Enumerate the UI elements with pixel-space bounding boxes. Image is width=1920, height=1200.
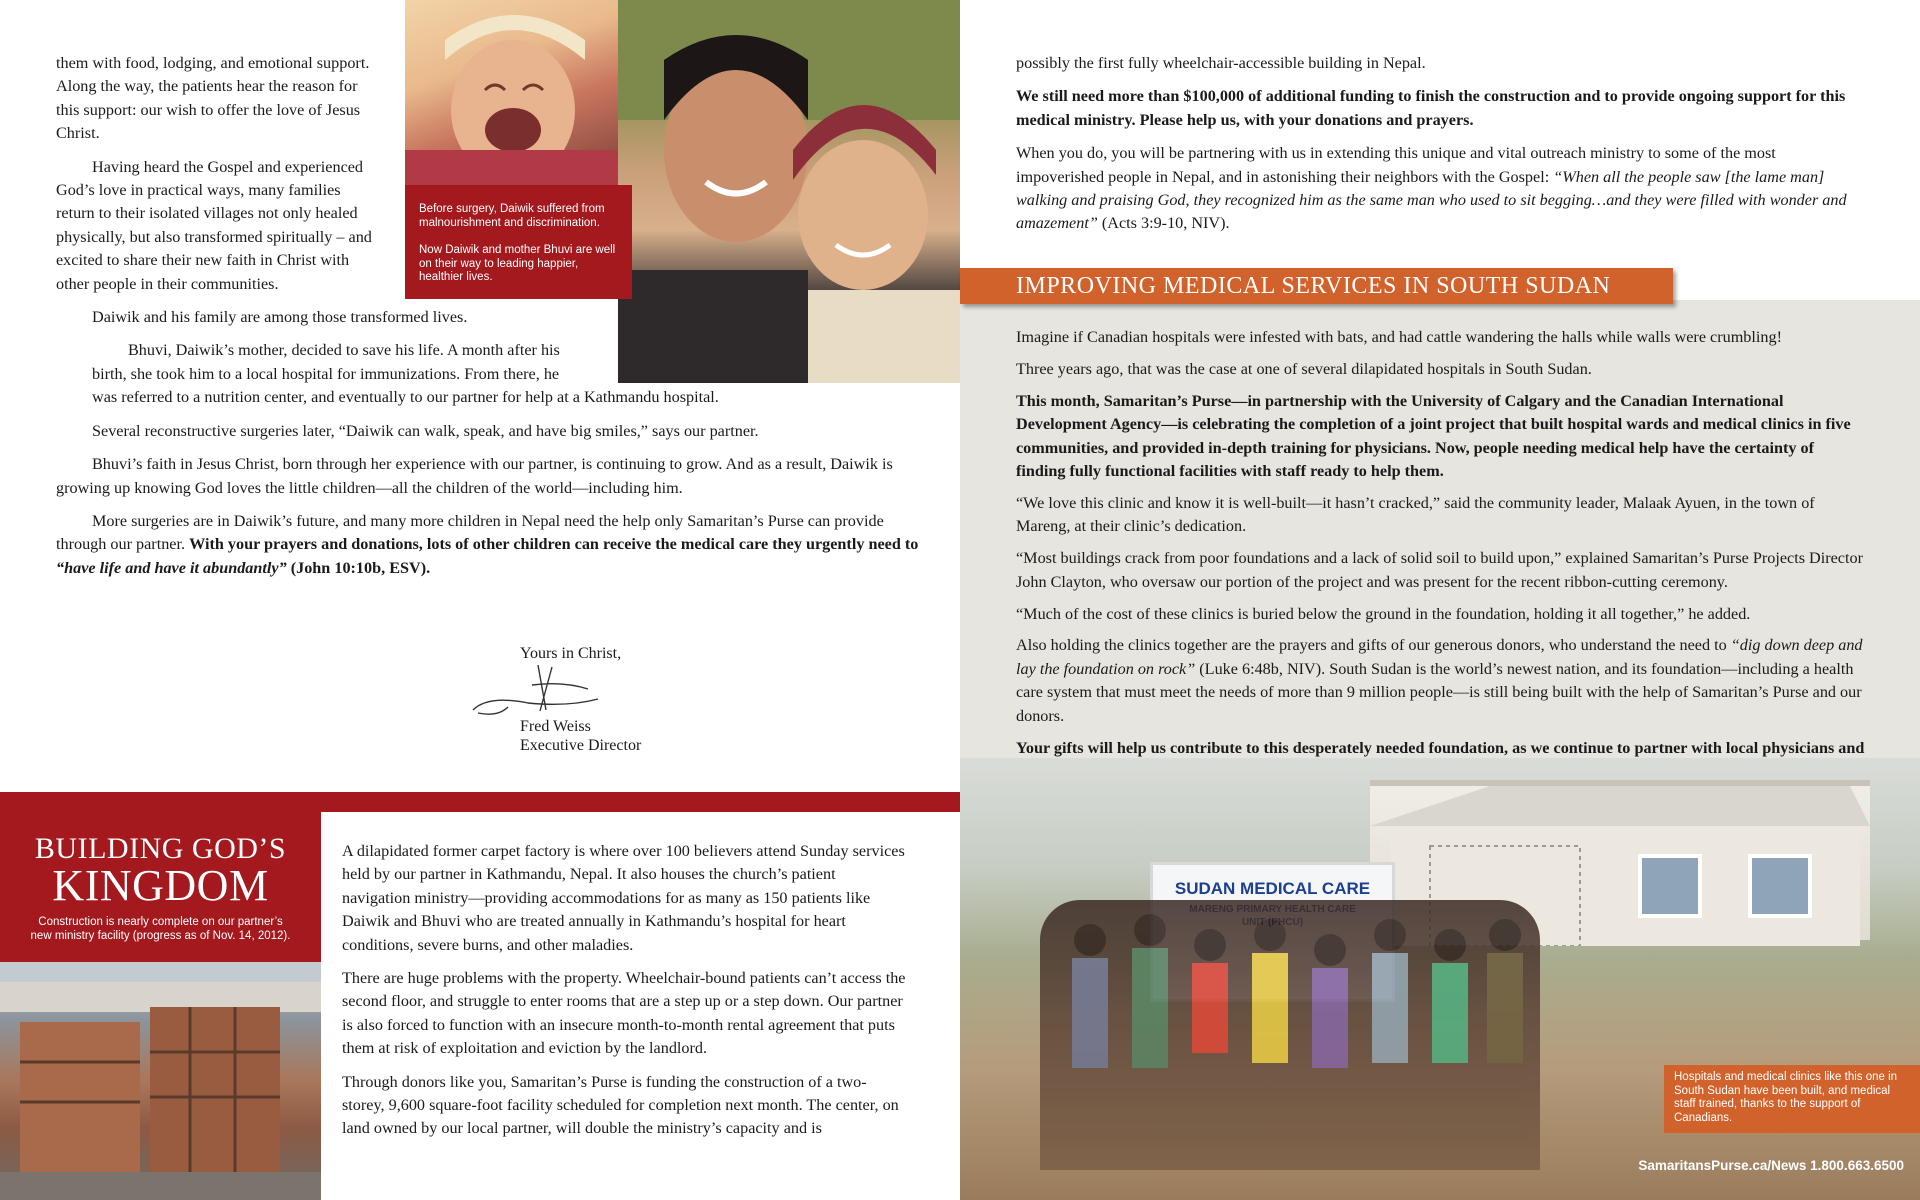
caption-before: Before surgery, Daiwik suffered from malnourishment and discrimination.	[419, 203, 605, 229]
sudan-paragraph: “Much of the cost of these clinics is buried below the ground in the foundation, holding it all together,” he added.	[1016, 604, 1751, 623]
footer-contact: SamaritansPurse.ca/News 1.800.663.6500	[1638, 1158, 1904, 1173]
kingdom-section-header	[0, 812, 321, 962]
right-paragraph: possibly the first fully wheelchair-accessible building in Nepal.	[1016, 54, 1426, 72]
sudan-section-banner: IMPROVING MEDICAL SERVICES IN SOUTH SUDAN	[960, 268, 1673, 304]
mother-child-illustration	[618, 0, 960, 383]
sudan-text: Also holding the clinics together are the prayers and gifts of our generous donors, who understand the need to	[1016, 636, 1731, 655]
kingdom-paragraph: There are huge problems with the property. Wheelchair-bound patients can’t access the second floor, and struggle to enter rooms that are a step up or a step down. Our partner is also forced to function with an insecure month-to-month rental agreement that puts them at risk of exploitation and eviction by the landlord.	[342, 969, 906, 1058]
kingdom-paragraph: Through donors like you, Samaritan’s Purse is funding the construction of a two-storey, 9,600 square-foot facility scheduled for completion next month. The center, on land owned by our local partner, will double the ministry’s capacity and is	[342, 1072, 899, 1138]
scripture-quote: “dig down deep and lay the foundation on rock”	[1016, 636, 1863, 678]
photo-caption-orange: Hospitals and medical clinics like this one in South Sudan have been built, and medical staff trained, thanks to the support of Canadians.	[1664, 1065, 1920, 1133]
letter-text: was referred to a nutrition center, and eventually to our partner for help at a Kathmandu hospital.	[92, 388, 719, 407]
sudan-text: (Luke 6:48b, NIV). South Sudan is the world’s newest nation, and its foundation—including a health care system that must meet the needs of more than 9 million people—is still being built with the help of Samaritan’s Purse and our donors.	[1016, 659, 1862, 725]
sudan-paragraph: “We love this clinic and know it is well-built—it hasn’t cracked,” said the community leader, Malaak Ayuen, in the town of Mareng, at their clinic’s dedication.	[1016, 493, 1815, 536]
letter-text: More surgeries are in Daiwik’s future, and many more children in Nepal need the help only Samaritan’s Purse can provide through our partner.	[56, 511, 884, 554]
construction-illustration	[0, 962, 321, 1200]
sign-title: SUDAN MEDICAL CARE	[1174, 879, 1371, 898]
funding-appeal-text: We still need more than $100,000 of additional funding to finish the construction and to provide ongoing support for this medical ministry. Please help us, with your donations and prayers.	[1016, 87, 1846, 129]
letter-paragraph: them with food, lodging, and emotional support. Along the way, the patients hear the reason for this support: our wish to offer the love of Jesus Christ.	[56, 54, 370, 143]
children-illustration	[1040, 900, 1540, 1170]
scripture-quote: “have life and have it abundantly”	[56, 558, 287, 577]
right-text: When you do, you will be partnering with us in extending this unique and vital outreach ministry to some of the most impoverished people in Nepal, and in astonishing their neighbors with the Gospel:	[1016, 144, 1776, 186]
kingdom-title-line2: KINGDOM	[52, 861, 269, 910]
signer-name: Fred Weiss	[520, 718, 591, 735]
sudan-paragraph: Three years ago, that was the case at one of several dilapidated hospitals in South Sudan.	[1016, 359, 1592, 378]
scripture-quote: “When all the people saw [the lame man] walking and praising God, they recognized him as the same man who used to sit begging…and they were filled with wonder and amazement”	[1016, 167, 1847, 233]
letter-text: Bhuvi, Daiwik’s mother, decided to save his life. A month after his birth, she took him to a local hospital for immunizations. From there, he	[92, 341, 560, 383]
group-of-children	[1040, 900, 1540, 1170]
kingdom-title-line1: BUILDING GOD’S	[34, 832, 287, 865]
kingdom-photo-caption: Construction is nearly complete on our partner’s new ministry facility (progress as of Nov. 14, 2012).	[30, 916, 291, 942]
sudan-body	[1016, 326, 1866, 792]
signer-title: Executive Director	[520, 737, 642, 754]
sudan-paragraph	[1016, 390, 1866, 484]
nepal-continuation	[1016, 52, 1856, 246]
letter-bold-text: With your prayers and donations, lots of other children can receive the medical care they urgently need to	[189, 535, 919, 554]
letter-paragraph: Bhuvi’s faith in Jesus Christ, born through her experience with our partner, is continuing to grow. And as a result, Daiwik is growing up knowing God loves the little children—all the children of the world—including him.	[56, 455, 893, 497]
kingdom-body	[342, 840, 907, 1151]
right-paragraph	[1016, 142, 1856, 236]
photo-baby-before-surgery	[405, 0, 618, 185]
baby-face-illustration	[405, 0, 618, 185]
sudan-bold-text: This month, Samaritan’s Purse—in partnership with the University of Calgary and the Canadian International Development Agency—is celebrating the completion of a joint project that built hospital wards and medical clinics in five communities, and provided in-depth training for physicians. Now, people needing medical help have the certainty of finding fully functional facilities with staff ready to help them.	[1016, 391, 1851, 481]
photo-caption-red	[405, 185, 632, 299]
photo-construction-site	[0, 962, 321, 1200]
caption-after: Now Daiwik and mother Bhuvi are well on their way to leading happier, healthier lives.	[419, 244, 616, 283]
scripture-ref: (John 10:10b, ESV).	[286, 558, 431, 577]
signature-block	[520, 644, 780, 755]
scripture-ref: (Acts 3:9-10, NIV).	[1097, 214, 1230, 233]
kingdom-paragraph: A dilapidated former carpet factory is where over 100 believers attend Sunday services held by our partner in Kathmandu, Nepal. It also houses the church’s patient navigation ministry—providing accommodations for as many as 150 patients like Daiwik and Bhuvi who are treated annually in Kathmandu’s hospital for heart conditions, severe burns, and other maladies.	[342, 842, 905, 954]
funding-appeal	[1016, 85, 1856, 132]
sudan-paragraph	[1016, 634, 1866, 728]
letter-paragraph: Daiwik and his family are among those transformed lives.	[92, 308, 468, 327]
letter-paragraph: Having heard the Gospel and experienced God’s love in practical ways, many families return to their isolated villages not only healed physically, but also transformed spiritually – and excited to share their new faith in Christ with other people in their communities.	[56, 157, 372, 293]
letter-paragraph	[56, 510, 936, 580]
section-divider-bar	[0, 792, 960, 812]
sudan-paragraph: “Most buildings crack from poor foundations and a lack of solid soil to build upon,” explained Samaritan’s Purse Projects Director John Clayton, who oversaw our portion of the project and was present for the recent ribbon-cutting ceremony.	[1016, 549, 1863, 591]
letter-paragraph: Several reconstructive surgeries later, “Daiwik can walk, speak, and have big smiles,” says our partner.	[92, 421, 759, 440]
sudan-paragraph: Imagine if Canadian hospitals were infested with bats, and had cattle wandering the halls while walls were crumbling!	[1016, 328, 1782, 346]
sudan-bold-text: Your gifts will help us contribute to this desperately needed foundation, as we continue to partner with local physicians and	[1016, 738, 1865, 757]
photo-mother-and-child	[618, 0, 960, 383]
closing-text: Yours in Christ,	[520, 645, 622, 662]
